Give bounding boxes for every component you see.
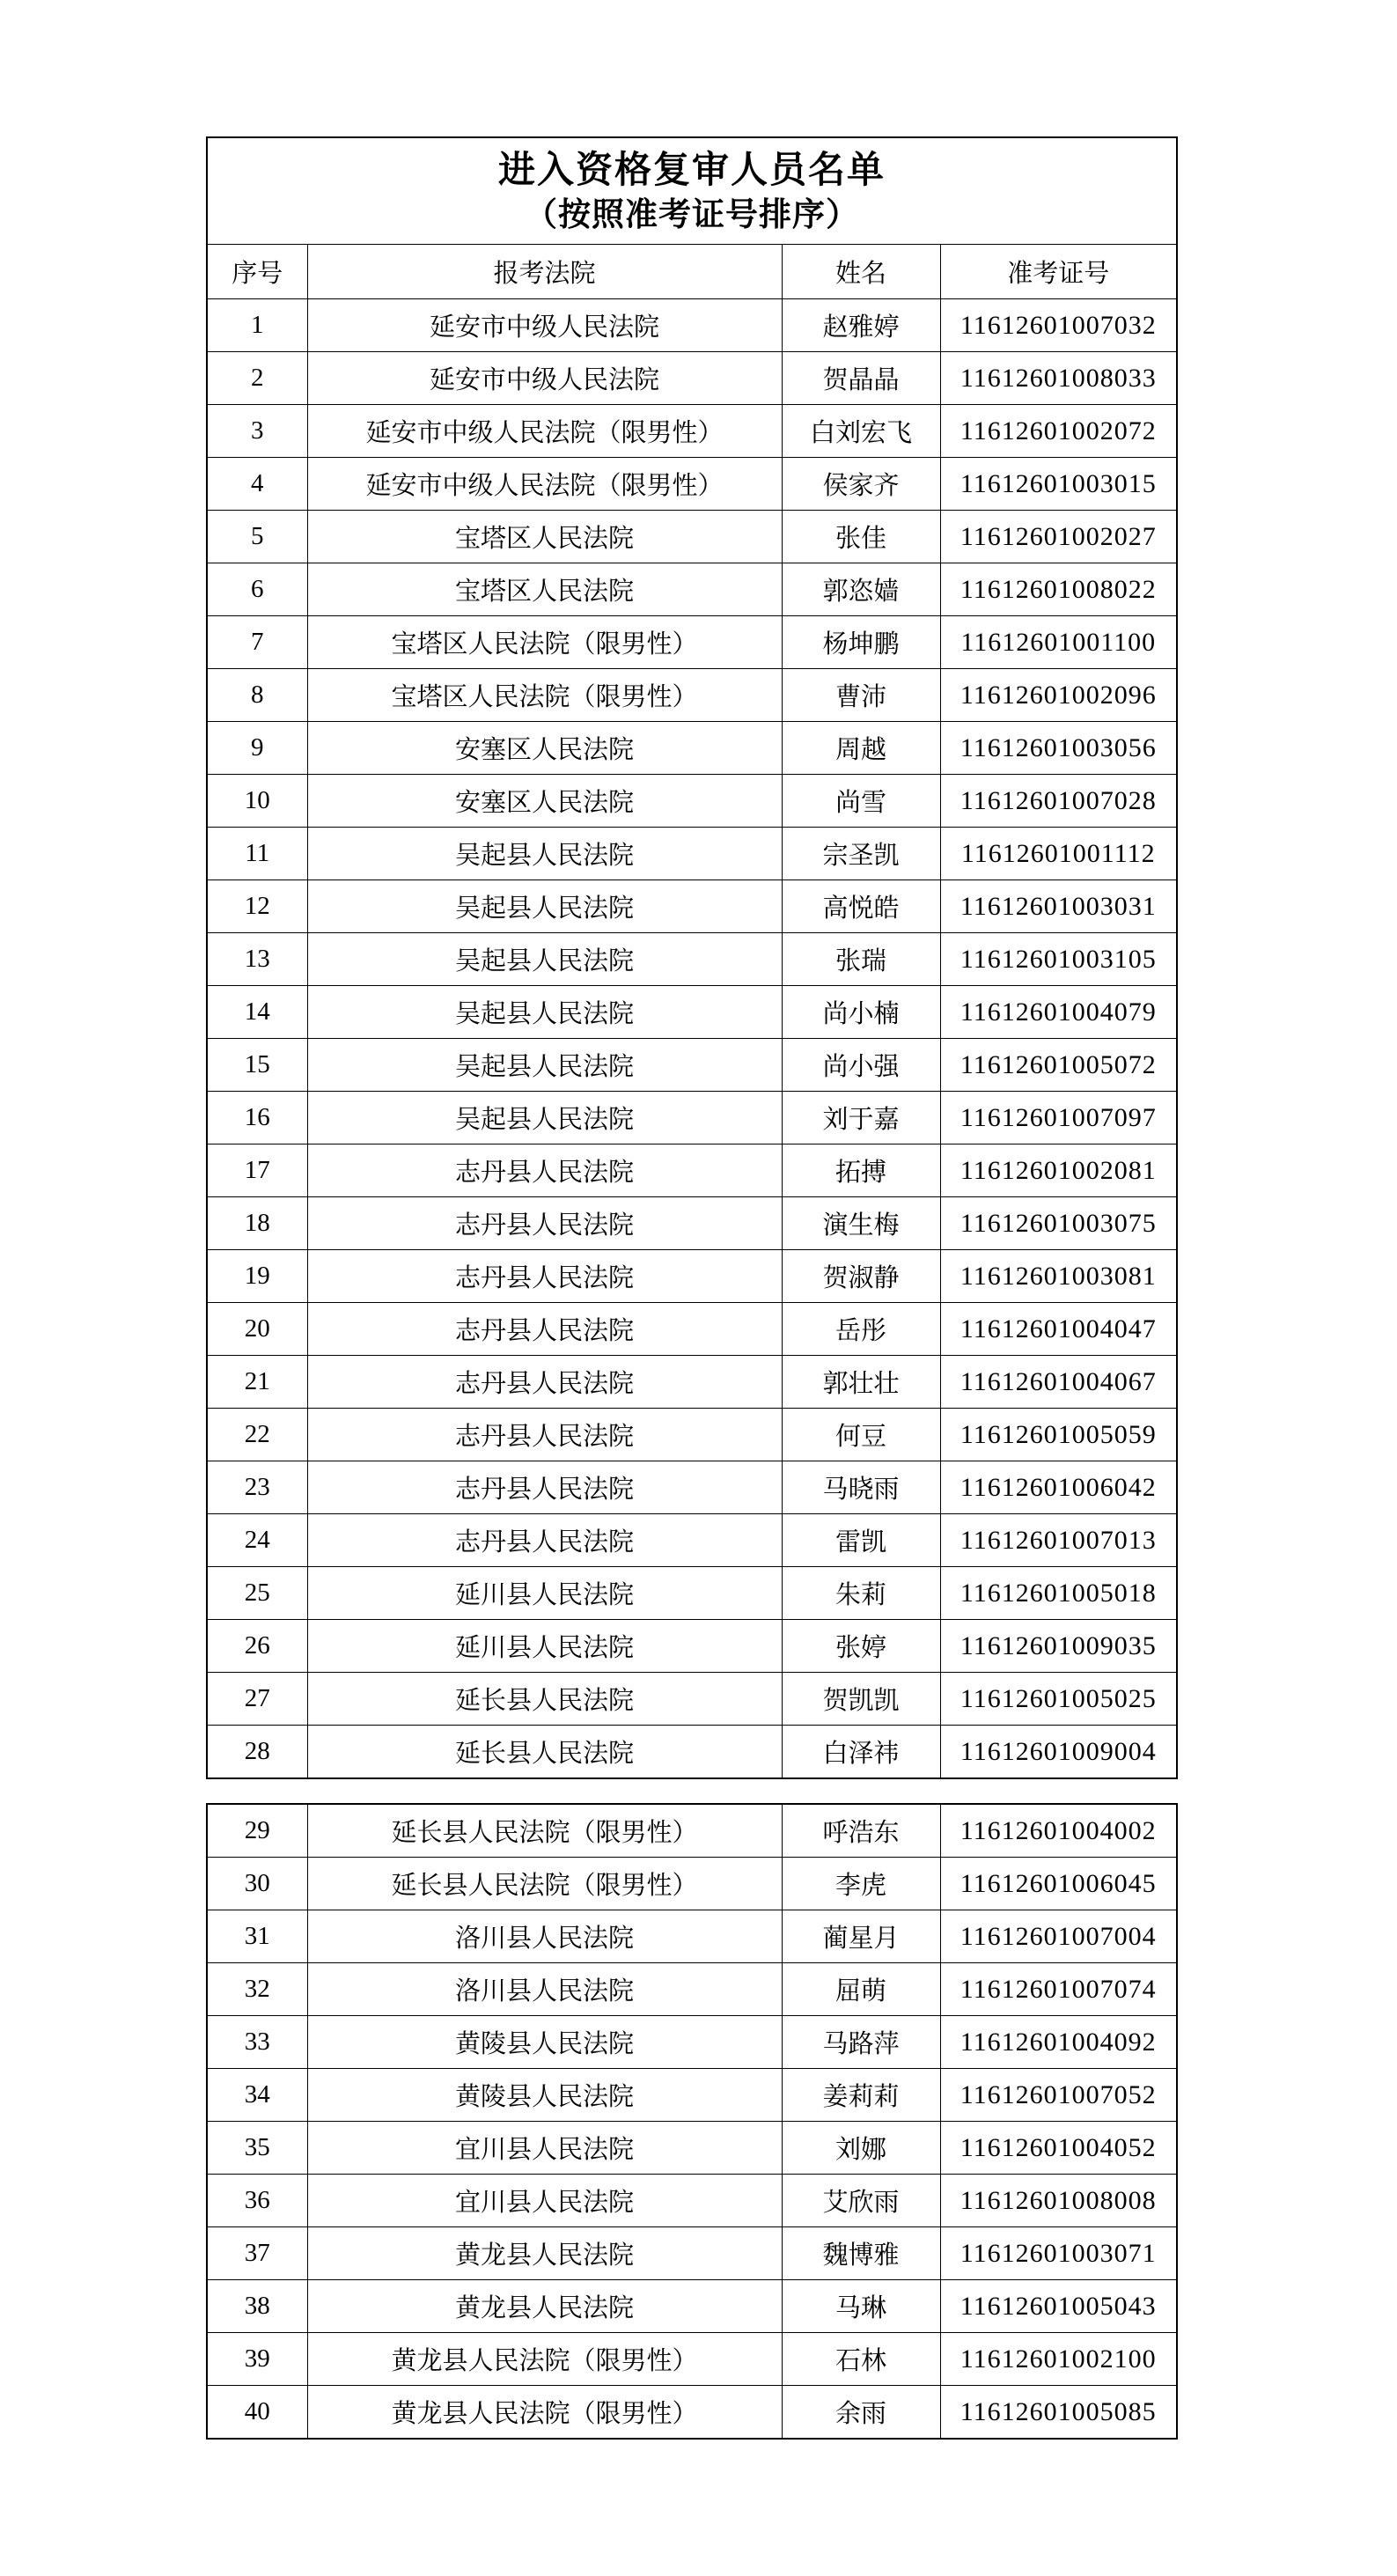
court-cell: 延长县人民法院（限男性）	[307, 1858, 782, 1910]
ticket-cell: 11612601005025	[940, 1673, 1177, 1726]
serial-cell: 19	[207, 1250, 307, 1303]
table-row	[207, 2175, 1177, 2227]
serial-cell: 4	[207, 458, 307, 511]
name-cell: 艾欣雨	[782, 2175, 940, 2227]
court-cell: 延川县人民法院	[307, 1620, 782, 1673]
ticket-cell: 11612601003075	[940, 1197, 1177, 1250]
review-roster-table-page-1	[206, 136, 1178, 1779]
table-title-cell	[207, 137, 1177, 245]
court-cell: 吴起县人民法院	[307, 1039, 782, 1092]
name-cell: 魏博雅	[782, 2227, 940, 2280]
serial-cell: 32	[207, 1963, 307, 2016]
name-cell: 呼浩东	[782, 1804, 940, 1858]
table-row	[207, 1039, 1177, 1092]
serial-cell: 6	[207, 563, 307, 616]
name-cell: 尚小强	[782, 1039, 940, 1092]
serial-cell: 2	[207, 352, 307, 405]
court-cell: 延安市中级人民法院	[307, 352, 782, 405]
name-cell: 演生梅	[782, 1197, 940, 1250]
serial-cell: 26	[207, 1620, 307, 1673]
ticket-cell: 11612601002072	[940, 405, 1177, 458]
ticket-cell: 11612601004052	[940, 2122, 1177, 2175]
court-cell: 黄龙县人民法院	[307, 2227, 782, 2280]
name-cell: 朱莉	[782, 1567, 940, 1620]
serial-cell: 13	[207, 933, 307, 986]
name-cell: 尚小楠	[782, 986, 940, 1039]
table-row	[207, 722, 1177, 775]
court-cell: 洛川县人民法院	[307, 1963, 782, 2016]
ticket-cell: 11612601008033	[940, 352, 1177, 405]
serial-cell: 18	[207, 1197, 307, 1250]
name-cell: 张佳	[782, 511, 940, 563]
serial-cell: 15	[207, 1039, 307, 1092]
serial-cell: 17	[207, 1144, 307, 1197]
table-row	[207, 2122, 1177, 2175]
name-cell: 何豆	[782, 1409, 940, 1461]
table-row	[207, 2227, 1177, 2280]
ticket-cell: 11612601002100	[940, 2333, 1177, 2386]
court-cell: 安塞区人民法院	[307, 775, 782, 828]
serial-cell: 11	[207, 828, 307, 880]
review-roster-table-page-2	[206, 1803, 1178, 2440]
serial-cell: 29	[207, 1804, 307, 1858]
name-cell: 马晓雨	[782, 1461, 940, 1514]
ticket-cell: 11612601003031	[940, 880, 1177, 933]
court-cell: 延安市中级人民法院（限男性）	[307, 405, 782, 458]
table-row	[207, 511, 1177, 563]
ticket-cell: 11612601005072	[940, 1039, 1177, 1092]
table-row	[207, 1092, 1177, 1144]
ticket-cell: 11612601004079	[940, 986, 1177, 1039]
table-row	[207, 1303, 1177, 1356]
ticket-cell: 11612601003081	[940, 1250, 1177, 1303]
name-cell: 雷凯	[782, 1514, 940, 1567]
table-row	[207, 2069, 1177, 2122]
court-cell: 吴起县人民法院	[307, 828, 782, 880]
serial-cell: 9	[207, 722, 307, 775]
serial-cell: 39	[207, 2333, 307, 2386]
table-row	[207, 1356, 1177, 1409]
serial-cell: 31	[207, 1910, 307, 1963]
ticket-cell: 11612601008008	[940, 2175, 1177, 2227]
roster-body-page-1	[207, 299, 1177, 1779]
serial-cell: 8	[207, 669, 307, 722]
ticket-cell: 11612601007032	[940, 299, 1177, 352]
page-title: 进入资格复审人员名单	[498, 150, 886, 191]
serial-cell: 10	[207, 775, 307, 828]
serial-cell: 14	[207, 986, 307, 1039]
name-cell: 刘娜	[782, 2122, 940, 2175]
court-cell: 宝塔区人民法院（限男性）	[307, 669, 782, 722]
serial-cell: 3	[207, 405, 307, 458]
ticket-cell: 11612601007074	[940, 1963, 1177, 2016]
serial-cell: 28	[207, 1726, 307, 1779]
ticket-cell: 11612601002096	[940, 669, 1177, 722]
court-cell: 延川县人民法院	[307, 1567, 782, 1620]
ticket-cell: 11612601003015	[940, 458, 1177, 511]
ticket-cell: 11612601007052	[940, 2069, 1177, 2122]
name-cell: 尚雪	[782, 775, 940, 828]
serial-cell: 16	[207, 1092, 307, 1144]
table-row	[207, 1250, 1177, 1303]
court-cell: 志丹县人民法院	[307, 1409, 782, 1461]
name-cell: 张瑞	[782, 933, 940, 986]
table-row	[207, 1197, 1177, 1250]
serial-cell: 35	[207, 2122, 307, 2175]
serial-cell: 27	[207, 1673, 307, 1726]
ticket-cell: 11612601006045	[940, 1858, 1177, 1910]
table-row	[207, 775, 1177, 828]
name-cell: 姜莉莉	[782, 2069, 940, 2122]
ticket-cell: 11612601004092	[940, 2016, 1177, 2069]
table-row	[207, 405, 1177, 458]
table-row	[207, 933, 1177, 986]
name-cell: 马路萍	[782, 2016, 940, 2069]
ticket-cell: 11612601003071	[940, 2227, 1177, 2280]
table-row	[207, 563, 1177, 616]
table-row	[207, 352, 1177, 405]
ticket-cell: 11612601006042	[940, 1461, 1177, 1514]
court-cell: 志丹县人民法院	[307, 1461, 782, 1514]
name-cell: 李虎	[782, 1858, 940, 1910]
court-cell: 黄陵县人民法院	[307, 2016, 782, 2069]
name-cell: 白泽祎	[782, 1726, 940, 1779]
name-cell: 岳彤	[782, 1303, 940, 1356]
name-cell: 白刘宏飞	[782, 405, 940, 458]
table-row	[207, 2386, 1177, 2440]
column-header-court: 报考法院	[307, 245, 782, 299]
ticket-cell: 11612601005059	[940, 1409, 1177, 1461]
court-cell: 志丹县人民法院	[307, 1514, 782, 1567]
serial-cell: 1	[207, 299, 307, 352]
ticket-cell: 11612601004002	[940, 1804, 1177, 1858]
column-header-serial: 序号	[207, 245, 307, 299]
table-row	[207, 1461, 1177, 1514]
name-cell: 屈萌	[782, 1963, 940, 2016]
serial-cell: 5	[207, 511, 307, 563]
table-row	[207, 1963, 1177, 2016]
serial-cell: 34	[207, 2069, 307, 2122]
serial-cell: 25	[207, 1567, 307, 1620]
court-cell: 黄龙县人民法院（限男性）	[307, 2333, 782, 2386]
column-header-ticket: 准考证号	[940, 245, 1177, 299]
court-cell: 宜川县人民法院	[307, 2175, 782, 2227]
name-cell: 拓搏	[782, 1144, 940, 1197]
serial-cell: 33	[207, 2016, 307, 2069]
name-cell: 贺淑静	[782, 1250, 940, 1303]
name-cell: 赵雅婷	[782, 299, 940, 352]
court-cell: 延长县人民法院	[307, 1726, 782, 1779]
serial-cell: 22	[207, 1409, 307, 1461]
name-cell: 刘于嘉	[782, 1092, 940, 1144]
ticket-cell: 11612601007013	[940, 1514, 1177, 1567]
table-row	[207, 1409, 1177, 1461]
serial-cell: 30	[207, 1858, 307, 1910]
court-cell: 吴起县人民法院	[307, 986, 782, 1039]
serial-cell: 40	[207, 2386, 307, 2440]
table-row	[207, 986, 1177, 1039]
name-cell: 高悦皓	[782, 880, 940, 933]
ticket-cell: 11612601003105	[940, 933, 1177, 986]
ticket-cell: 11612601007004	[940, 1910, 1177, 1963]
ticket-cell: 11612601002081	[940, 1144, 1177, 1197]
name-cell: 贺凯凯	[782, 1673, 940, 1726]
serial-cell: 21	[207, 1356, 307, 1409]
table-row	[207, 1726, 1177, 1779]
court-cell: 吴起县人民法院	[307, 933, 782, 986]
ticket-cell: 11612601005018	[940, 1567, 1177, 1620]
court-cell: 吴起县人民法院	[307, 880, 782, 933]
court-cell: 宝塔区人民法院	[307, 563, 782, 616]
table-row	[207, 828, 1177, 880]
court-cell: 黄龙县人民法院	[307, 2280, 782, 2333]
ticket-cell: 11612601005043	[940, 2280, 1177, 2333]
name-cell: 曹沛	[782, 669, 940, 722]
ticket-cell: 11612601001112	[940, 828, 1177, 880]
serial-cell: 7	[207, 616, 307, 669]
ticket-cell: 11612601003056	[940, 722, 1177, 775]
name-cell: 石林	[782, 2333, 940, 2386]
serial-cell: 37	[207, 2227, 307, 2280]
court-cell: 志丹县人民法院	[307, 1250, 782, 1303]
table-row	[207, 1858, 1177, 1910]
court-cell: 志丹县人民法院	[307, 1197, 782, 1250]
court-cell: 宜川县人民法院	[307, 2122, 782, 2175]
table-row	[207, 880, 1177, 933]
table-row	[207, 2280, 1177, 2333]
name-cell: 余雨	[782, 2386, 940, 2440]
name-cell: 周越	[782, 722, 940, 775]
court-cell: 吴起县人民法院	[307, 1092, 782, 1144]
court-cell: 志丹县人民法院	[307, 1303, 782, 1356]
court-cell: 黄龙县人民法院（限男性）	[307, 2386, 782, 2440]
ticket-cell: 11612601009004	[940, 1726, 1177, 1779]
table-row	[207, 299, 1177, 352]
court-cell: 延安市中级人民法院	[307, 299, 782, 352]
ticket-cell: 11612601007097	[940, 1092, 1177, 1144]
name-cell: 侯家齐	[782, 458, 940, 511]
court-cell: 延长县人民法院（限男性）	[307, 1804, 782, 1858]
ticket-cell: 11612601001100	[940, 616, 1177, 669]
name-cell: 张婷	[782, 1620, 940, 1673]
ticket-cell: 11612601007028	[940, 775, 1177, 828]
ticket-cell: 11612601002027	[940, 511, 1177, 563]
table-row	[207, 1804, 1177, 1858]
court-cell: 宝塔区人民法院（限男性）	[307, 616, 782, 669]
table-header-row	[207, 245, 1177, 299]
table-row	[207, 1910, 1177, 1963]
court-cell: 黄陵县人民法院	[307, 2069, 782, 2122]
court-cell: 延安市中级人民法院（限男性）	[307, 458, 782, 511]
serial-cell: 12	[207, 880, 307, 933]
roster-body-page-2	[207, 1804, 1177, 2439]
serial-cell: 36	[207, 2175, 307, 2227]
ticket-cell: 11612601005085	[940, 2386, 1177, 2440]
title-row	[207, 137, 1177, 245]
name-cell: 郭恣嫱	[782, 563, 940, 616]
table-row	[207, 1514, 1177, 1567]
court-cell: 安塞区人民法院	[307, 722, 782, 775]
court-cell: 宝塔区人民法院	[307, 511, 782, 563]
table-row	[207, 458, 1177, 511]
page-subtitle: （按照准考证号排序）	[525, 197, 859, 234]
table-row	[207, 1567, 1177, 1620]
ticket-cell: 11612601004047	[940, 1303, 1177, 1356]
table-row	[207, 2333, 1177, 2386]
name-cell: 马琳	[782, 2280, 940, 2333]
table-row	[207, 616, 1177, 669]
name-cell: 蔺星月	[782, 1910, 940, 1963]
column-header-name: 姓名	[782, 245, 940, 299]
name-cell: 贺晶晶	[782, 352, 940, 405]
court-cell: 志丹县人民法院	[307, 1356, 782, 1409]
serial-cell: 20	[207, 1303, 307, 1356]
table-row	[207, 1673, 1177, 1726]
name-cell: 宗圣凯	[782, 828, 940, 880]
court-cell: 洛川县人民法院	[307, 1910, 782, 1963]
ticket-cell: 11612601008022	[940, 563, 1177, 616]
court-cell: 志丹县人民法院	[307, 1144, 782, 1197]
serial-cell: 24	[207, 1514, 307, 1567]
name-cell: 杨坤鹏	[782, 616, 940, 669]
ticket-cell: 11612601004067	[940, 1356, 1177, 1409]
table-row	[207, 2016, 1177, 2069]
ticket-cell: 11612601009035	[940, 1620, 1177, 1673]
table-row	[207, 1620, 1177, 1673]
name-cell: 郭壮壮	[782, 1356, 940, 1409]
table-row	[207, 1144, 1177, 1197]
serial-cell: 38	[207, 2280, 307, 2333]
court-cell: 延长县人民法院	[307, 1673, 782, 1726]
table-row	[207, 669, 1177, 722]
serial-cell: 23	[207, 1461, 307, 1514]
